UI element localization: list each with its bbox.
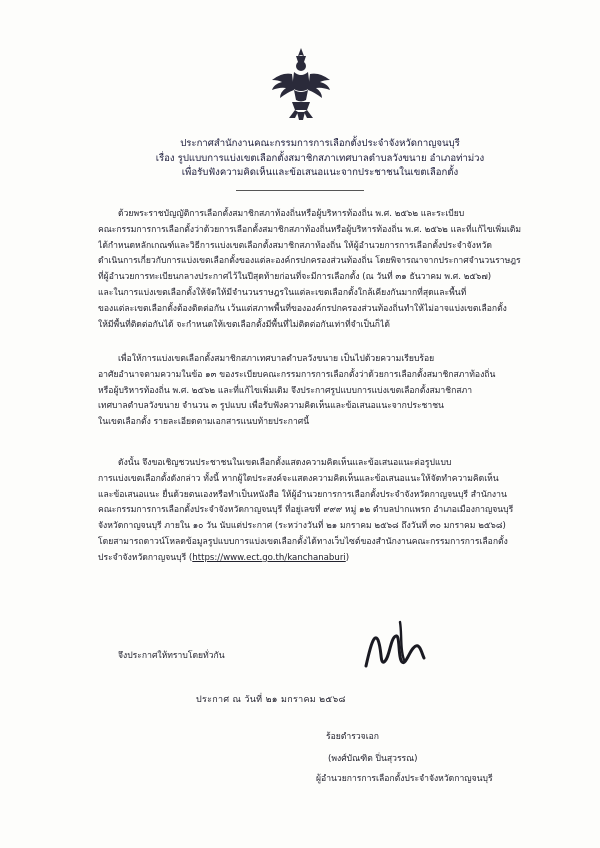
paragraph-line: ได้กำหนดหลักเกณฑ์และวิธีการแบ่งเขตเลือกตั้งสมาชิกสภาท้องถิ่น ให้ผู้อำนวยการการเลือกตั้งประจำจังหวัด [98, 240, 492, 251]
paragraph-line: ในเขตเลือกตั้ง รายละเอียดตามเอกสารแนบท้ายประกาศนี้ [98, 417, 310, 428]
paragraph-line: การแบ่งเขตเลือกตั้งดังกล่าว ทั้งนี้ หากผู้ใดประสงค์จะแสดงความคิดเห็นและข้อเสนอแนะให้จัดทำความคิดเห็น [98, 473, 499, 484]
date-line: ประกาศ ณ วันที่ ๒๑ มกราคม ๒๕๖๘ [196, 695, 346, 705]
header-title: ประกาศสำนักงานคณะกรรมการการเลือกตั้งประจำจังหวัดกาญจนบุรี [180, 138, 460, 149]
paragraph-line: ของแต่ละเขตเลือกตั้งต้องติดต่อกัน เว้นแต่สภาพพื้นที่ขององค์กรปกครองส่วนท้องถิ่นทำให้ไม่อาจแบ่งเขตเลือกตั้ง [98, 303, 507, 314]
header-divider [236, 190, 364, 191]
paragraph-line: และในการแบ่งเขตเลือกตั้งให้จัดให้มีจำนวนราษฎรในแต่ละเขตเลือกตั้งใกล้เคียงกันมากที่สุดและพื้นที่ [98, 287, 467, 298]
signatory-name: (พงศ์บัณฑิต ปิ่นสุวรรณ) [328, 754, 418, 764]
paragraph-2 [98, 352, 566, 431]
signatory-rank: ร้อยตำรวจเอก [326, 732, 379, 742]
paragraph-line-last [98, 551, 566, 567]
paragraph-line: เพื่อให้การแบ่งเขตเลือกตั้งสมาชิกสภาเทศบาลตำบลวังขนาย เป็นไปด้วยความเรียบร้อย [118, 354, 435, 364]
paragraph-1 [98, 207, 566, 333]
paragraph-line: และข้อเสนอแนะ ยื่นด้วยตนเองหรือทำเป็นหนังสือ ให้ผู้อำนวยการการเลือกตั้งประจำจังหวัดกาญจนบุรี สำนักงาน [98, 489, 507, 500]
paragraph-last-suffix: ) [345, 552, 350, 563]
paragraph-line: อาศัยอำนาจตามความในข้อ ๑๓ ของระเบียบคณะกรรมการการเลือกตั้งว่าด้วยการเลือกตั้งสมาชิกสภาท้องถิ่น [98, 369, 496, 380]
header-purpose: เพื่อรับฟังความคิดเห็นและข้อเสนอแนะจากประชาชนในเขตเลือกตั้ง [181, 167, 459, 178]
paragraph-line: จังหวัดกาญจนบุรี ภายใน ๑๐ วัน นับแต่ประกาศ (ระหว่างวันที่ ๒๑ มกราคม ๒๕๖๘ ถึงวันที่ ๓๐ มกราคม ๒๕๖๘) [98, 521, 506, 532]
garuda-emblem-icon [270, 46, 332, 124]
paragraph-line: ดังนั้น จึงขอเชิญชวนประชาชนในเขตเลือกตั้งแสดงความคิดเห็นและข้อเสนอแนะต่อรูปแบบ [118, 458, 452, 468]
handwritten-signature [360, 618, 430, 678]
paragraph-line: ที่ผู้อำนวยการทะเบียนกลางประกาศไว้ในปีสุดท้ายก่อนที่จะมีการเลือกตั้ง (ณ วันที่ ๓๑ ธันวาคม พ.ศ. ๒๕๖๗) [98, 272, 492, 283]
paragraph-line: ดำเนินการเกี่ยวกับการแบ่งเขตเลือกตั้งของแต่ละองค์กรปกครองส่วนท้องถิ่น โดยพิจารณาจากประกาศจำนวนราษฎร [98, 256, 521, 267]
paragraph-line: เทศบาลตำบลวังขนาย จำนวน ๓ รูปแบบ เพื่อรับฟังความคิดเห็นและข้อเสนอแนะจากประชาชน [98, 401, 444, 412]
announcement-header [130, 137, 510, 181]
paragraph-line: โดยสามารถดาวน์โหลดข้อมูลรูปแบบการแบ่งเขตเลือกตั้งได้ทางเว็บไซต์ของสำนักงานคณะกรรมการการเลือกตั้ง [98, 536, 508, 547]
paragraph-line: คณะกรรมการการเลือกตั้งประจำจังหวัดกาญจนบุรี ที่อยู่เลขที่ ๙๙๙ หมู่ ๑๒ ตำบลปากแพรก อำเภอเมืองกาญจนบุรี [98, 505, 514, 516]
paragraph-line: ให้มีพื้นที่ติดต่อกันได้ จะกำหนดให้เขตเลือกตั้งมีพื้นที่ไม่ติดต่อกันเท่าที่จำเป็นก็ได้ [98, 319, 390, 330]
paragraph-3 [98, 456, 566, 567]
header-subject: เรื่อง รูปแบบการแบ่งเขตเลือกตั้งสมาชิกสภาเทศบาลตำบลวังขนาย อำเภอท่าม่วง [155, 152, 485, 164]
paragraph-last-prefix: ประจำจังหวัดกาญจนบุรี ( [98, 552, 193, 563]
paragraph-line: หรือผู้บริหารท้องถิ่น พ.ศ. ๒๕๖๒ และที่แก้ไขเพิ่มเติม จึงประกาศรูปแบบการแบ่งเขตเลือกตั้งสมาชิกสภา [98, 385, 473, 396]
paragraph-line: คณะกรรมการการเลือกตั้งว่าด้วยการเลือกตั้งสมาชิกสภาท้องถิ่นหรือผู้บริหารท้องถิ่น พ.ศ. ๒๕๖๒ และที่แก้ไขเพิ่มเติม [98, 224, 522, 235]
closing-statement: จึงประกาศให้ทราบโดยทั่วกัน [118, 651, 225, 661]
website-link[interactable]: https://www.ect.go.th/kanchanaburi [192, 552, 346, 563]
signatory-title: ผู้อำนวยการการเลือกตั้งประจำจังหวัดกาญจนบุรี [316, 774, 493, 784]
paragraph-line: ด้วยพระราชบัญญัติการเลือกตั้งสมาชิกสภาท้องถิ่นหรือผู้บริหารท้องถิ่น พ.ศ. ๒๕๖๒ และระเบียบ [118, 209, 465, 219]
